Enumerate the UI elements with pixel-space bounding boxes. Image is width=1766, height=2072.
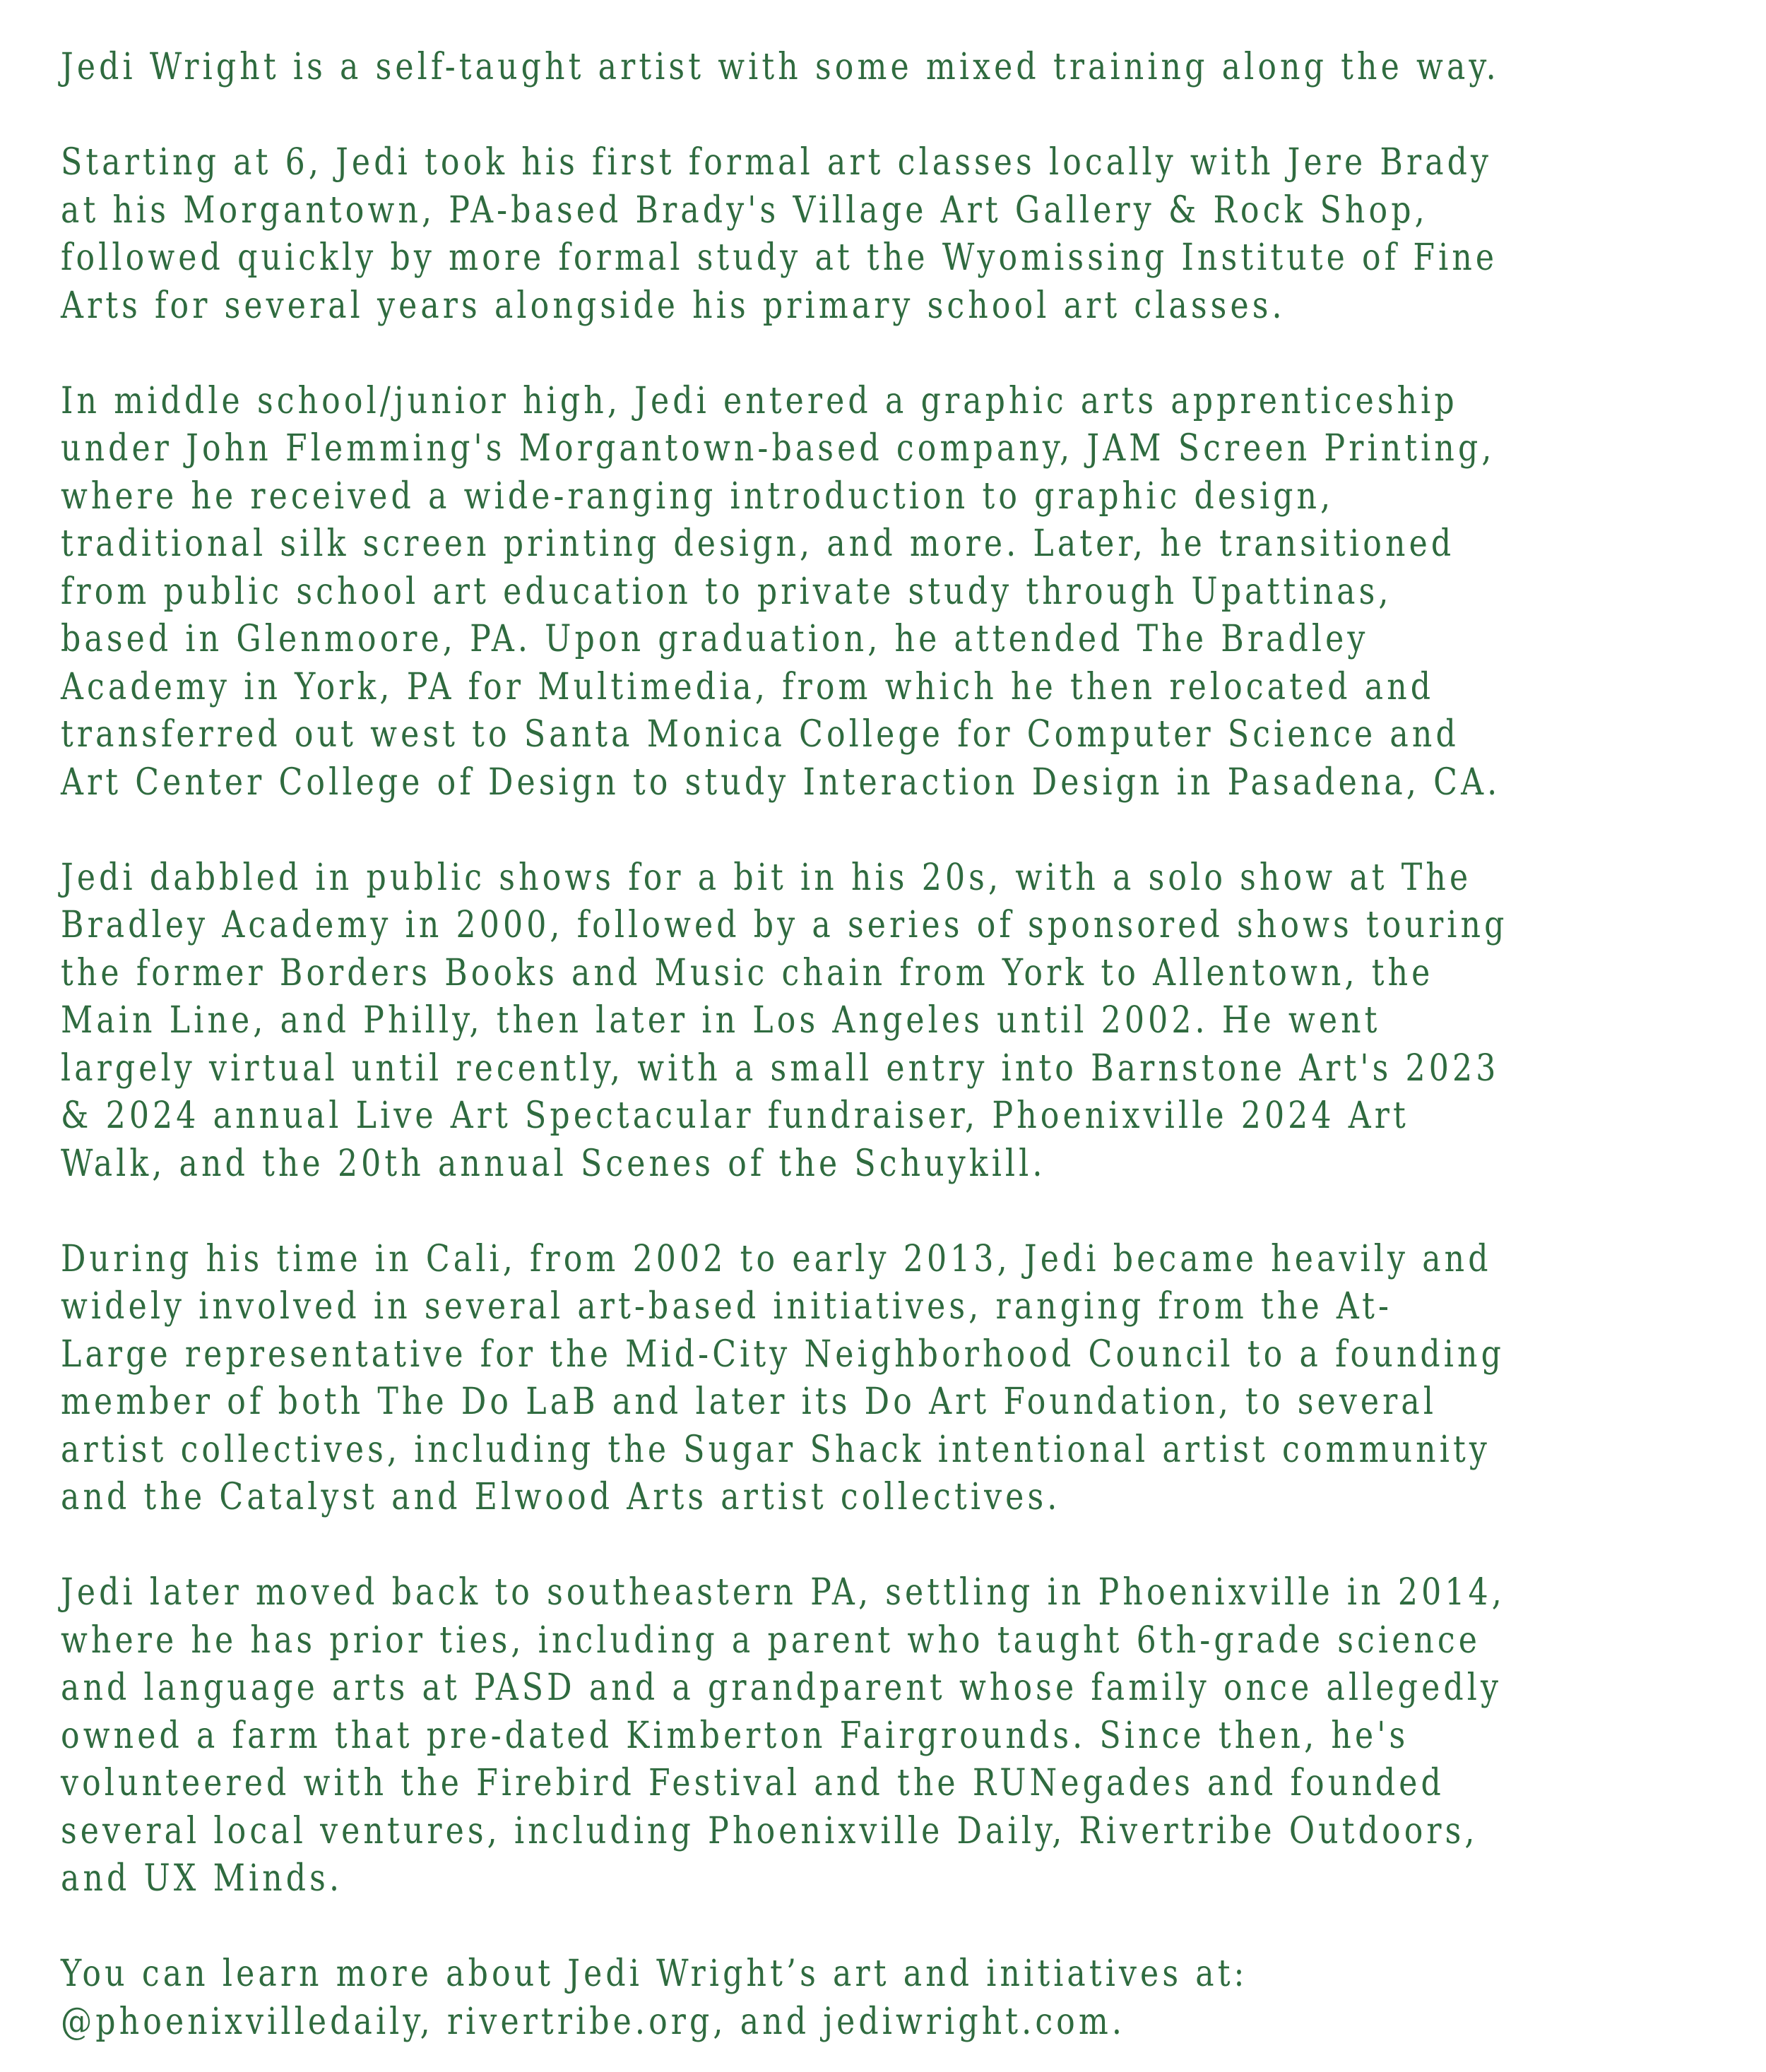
bio-paragraph-intro	[61, 44, 1502, 92]
text-line: @phoenixvilledaily, rivertribe.org, and jediwright.com.	[61, 2000, 1126, 2043]
text-line: Arts for several years alongside his primary school art classes.	[61, 284, 1286, 327]
text-line: Academy in York, PA for Multimedia, from which he then relocated and	[61, 665, 1435, 708]
text-line: & 2024 annual Live Art Spectacular fundraiser, Phoenixville 2024 Art	[61, 1095, 1409, 1137]
bio-text-block	[61, 44, 1508, 2046]
text-line: where he received a wide-ranging introduction to graphic design,	[61, 475, 1334, 518]
text-line: Jedi later moved back to southeastern PA, settling in Phoenixville in 2014,	[61, 1571, 1505, 1614]
text-line: traditional silk screen printing design, and more. Later, he transitioned	[61, 523, 1455, 565]
text-line: and language arts at PASD and a grandparent whose family once allegedly	[61, 1667, 1503, 1709]
bio-paragraph-shows	[61, 855, 1508, 1189]
text-line: Art Center College of Design to study Interaction Design in Pasadena, CA.	[61, 761, 1501, 804]
text-line: Jedi dabbled in public shows for a bit in his 20s, with a solo show at The	[61, 856, 1472, 899]
bio-paragraph-education	[61, 378, 1502, 807]
text-line: based in Glenmoore, PA. Upon graduation, he attended The Bradley	[61, 618, 1369, 660]
text-line: owned a farm that pre-dated Kimberton Fairgrounds. Since then, he's	[61, 1714, 1409, 1757]
text-line: volunteered with the Firebird Festival and the RUNegades and founded	[61, 1762, 1445, 1804]
text-line: You can learn more about Jedi Wright’s art and initiatives at:	[61, 1953, 1248, 1995]
text-line: artist collectives, including the Sugar Shack intentional artist community	[61, 1428, 1491, 1471]
text-line: and the Catalyst and Elwood Arts artist collectives.	[61, 1476, 1061, 1518]
bio-paragraph-phoenixville	[61, 1569, 1505, 1903]
text-line: During his time in Cali, from 2002 to early 2013, Jedi became heavily and	[61, 1237, 1492, 1280]
bio-paragraph-early-training	[61, 139, 1502, 330]
text-line: at his Morgantown, PA-based Brady's Village Art Gallery & Rock Shop,	[61, 189, 1428, 232]
text-line: member of both The Do LaB and later its Do Art Foundation, to several	[61, 1381, 1438, 1423]
text-line: Bradley Academy in 2000, followed by a series of sponsored shows touring	[61, 904, 1508, 946]
text-line: widely involved in several art-based initiatives, ranging from the At-	[61, 1285, 1392, 1328]
text-line: In middle school/junior high, Jedi entered a graphic arts apprenticeship	[61, 379, 1458, 422]
bio-paragraph-california	[61, 1236, 1505, 1522]
text-line: from public school art education to private study through Upattinas,	[61, 570, 1392, 613]
text-line: Walk, and the 20th annual Scenes of the Schuykill.	[61, 1142, 1046, 1185]
text-line: the former Borders Books and Music chain from York to Allentown, the	[61, 951, 1434, 994]
text-line: where he has prior ties, including a parent who taught 6th-grade science	[61, 1619, 1481, 1662]
text-line: several local ventures, including Phoenixville Daily, Rivertribe Outdoors,	[61, 1809, 1478, 1852]
text-line: Starting at 6, Jedi took his first formal art classes locally with Jere Brady	[61, 141, 1493, 184]
text-line: Jedi Wright is a self-taught artist with some mixed training along the way.	[61, 46, 1500, 88]
text-line: followed quickly by more formal study at the Wyomissing Institute of Fine	[61, 237, 1498, 279]
text-line: and UX Minds.	[61, 1857, 343, 1900]
text-line: largely virtual until recently, with a small entry into Barnstone Art's 2023	[61, 1047, 1500, 1090]
text-line: under John Flemming's Morgantown-based company, JAM Screen Printing,	[61, 427, 1495, 470]
text-line: Main Line, and Philly, then later in Los Angeles until 2002. He went	[61, 999, 1381, 1042]
text-line: transferred out west to Santa Monica College for Computer Science and	[61, 713, 1459, 756]
text-line: Large representative for the Mid-City Neighborhood Council to a founding	[61, 1333, 1505, 1376]
bio-paragraph-learn-more	[61, 1951, 1502, 2046]
